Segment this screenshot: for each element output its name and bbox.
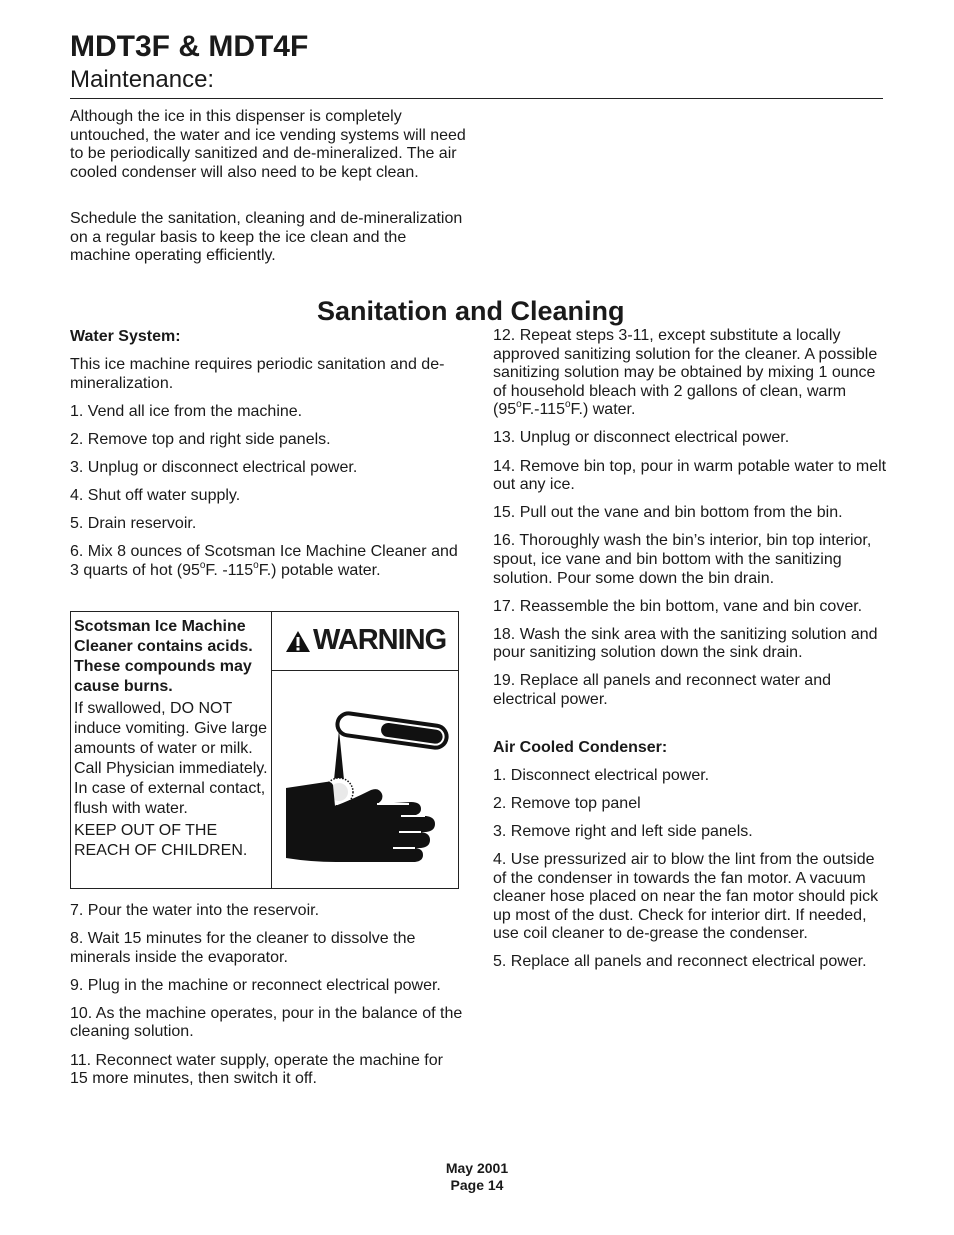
condenser-step-5: 5. Replace all panels and reconnect electrical power. [493, 953, 867, 971]
right-column [493, 327, 888, 982]
water-system-column-continued [70, 902, 465, 1098]
condenser-step-4: 4. Use pressurized air to blow the lint from the outside of the condenser in towards the fan motor. A vacuum cleaner hose placed on near the fan motor should pick up most of the dust. Check for interior dirt. If needed, use coil cleaner to de-grease the condenser. [493, 850, 879, 943]
warning-keep-out-text: KEEP OUT OF THE REACH OF CHILDREN. [74, 822, 248, 859]
step-10: 10. As the machine operates, pour in the balance of the cleaning solution. [70, 1004, 463, 1041]
footer-page-number: Page 14 [450, 1177, 504, 1193]
intro-paragraph-1: Although the ice in this dispenser is completely untouched, the water and ice vending systems will need to be periodically sanitized and de-mineralized. The air cooled condenser will also need to be kept clean. [70, 108, 466, 181]
water-system-column [70, 328, 465, 590]
condenser-step-2: 2. Remove top panel [493, 794, 641, 812]
step-15: 15. Pull out the vane and bin bottom from the bin. [493, 504, 843, 522]
warning-symbol-panel [271, 612, 458, 888]
step-17: 17. Reassemble the bin bottom, vane and bin cover. [493, 597, 863, 615]
header-divider [70, 98, 883, 99]
step-18: 18. Wash the sink area with the sanitizing solution and pour sanitizing solution down the sink drain. [493, 625, 878, 662]
section-title: Sanitation and Cleaning [317, 296, 625, 326]
footer-date: May 2001 [445, 1160, 509, 1176]
acid-burn-hand-icon [281, 710, 451, 870]
warning-bold-text: Scotsman Ice Machine Cleaner contains acids. These compounds may cause burns. [74, 618, 253, 695]
warning-text-panel [71, 612, 272, 888]
warning-triangle-icon [285, 630, 311, 653]
document-subtitle: Maintenance: [70, 66, 215, 93]
step-19: 19. Replace all panels and reconnect water and electrical power. [493, 672, 831, 708]
water-system-heading: Water System: [70, 328, 181, 345]
step-2: 2. Remove top and right side panels. [70, 430, 331, 448]
step-16: 16. Thoroughly wash the bin’s interior, bin top interior, spout, ice vane and bin bottom with the sanitizing solution. Pour some down the bin drain. [493, 532, 872, 587]
condenser-heading: Air Cooled Condenser: [493, 738, 668, 756]
warning-body-text: If swallowed, DO NOT induce vomiting. Give large amounts of water or milk. Call Physician immediately. In case of external contact, flush with water. [74, 700, 268, 817]
warning-header [271, 612, 458, 671]
warning-label: WARNING [313, 624, 447, 656]
step-1: 1. Vend all ice from the machine. [70, 402, 303, 420]
step-13: 13. Unplug or disconnect electrical power. [493, 429, 790, 447]
document-title: MDT3F & MDT4F [70, 30, 309, 63]
warning-box [70, 611, 459, 889]
step-14: 14. Remove bin top, pour in warm potable water to melt out any ice. [493, 457, 887, 494]
step-6: 6. Mix 8 ounces of Scotsman Ice Machine Cleaner and 3 quarts of hot (95$^o$F. -115$^o$F.) potable water. [70, 543, 458, 579]
step-11: 11. Reconnect water supply, operate the machine for 15 more minutes, then switch it off. [70, 1051, 443, 1088]
step-9: 9. Plug in the machine or reconnect electrical power. [70, 976, 441, 994]
step-12: 12. Repeat steps 3-11, except substitute a locally approved sanitizing solution for the cleaner. A possible sanitizing solution may be obtained by mixing 1 ounce of household bleach with 2 gallons of clean, warm (95$^o$F.-115$^o$F.) water. [493, 327, 878, 419]
condenser-step-3: 3. Remove right and left side panels. [493, 822, 753, 840]
step-8: 8. Wait 15 minutes for the cleaner to dissolve the minerals inside the evaporator. [70, 930, 416, 966]
water-system-intro: This ice machine requires periodic sanitation and de-mineralization. [70, 356, 445, 392]
intro-paragraph-2: Schedule the sanitation, cleaning and de-mineralization on a regular basis to keep the ice clean and the machine operating efficiently. [70, 210, 463, 265]
step-5: 5. Drain reservoir. [70, 515, 197, 533]
condenser-step-1: 1. Disconnect electrical power. [493, 766, 710, 784]
step-3: 3. Unplug or disconnect electrical power. [70, 458, 358, 476]
step-4: 4. Shut off water supply. [70, 487, 241, 505]
step-7: 7. Pour the water into the reservoir. [70, 902, 320, 919]
